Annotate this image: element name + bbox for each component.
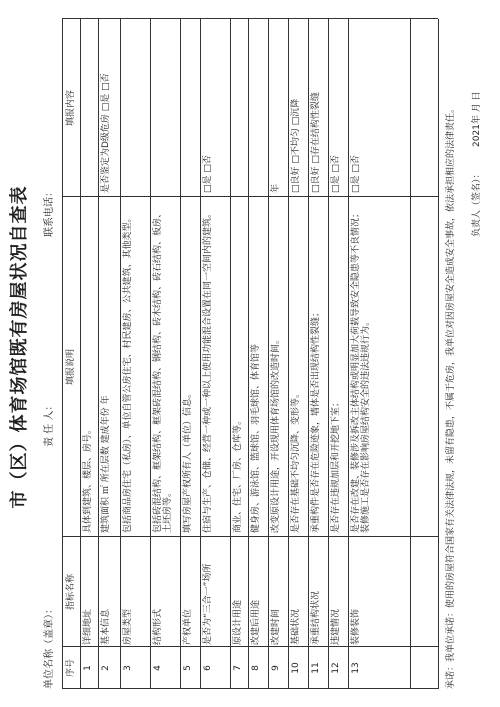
row-content: 是否鉴定为D级危房 □是 □否 bbox=[101, 73, 111, 193]
row-content: □是 □否 bbox=[351, 155, 361, 193]
row-desc: 是否存在改建、装修涉及拆改主体结构或明显加大荷载导致安全隐患等不良情况；装修施工是否存在影响房屋结构安全的违法违规行为。 bbox=[351, 208, 372, 533]
responsible-label: 责 任 人： bbox=[44, 400, 55, 447]
row-number: 7 bbox=[233, 665, 243, 671]
col-name: 指标名称 bbox=[66, 574, 76, 611]
col-content: 填报内容 bbox=[66, 90, 76, 127]
document-title: 市（区）体育场馆既有房屋状况自查表 bbox=[9, 185, 30, 509]
row-name: 产权单位 bbox=[183, 608, 193, 645]
row-number: 3 bbox=[123, 665, 133, 671]
row-divider bbox=[180, 19, 181, 689]
row-name: 基础状况 bbox=[291, 608, 301, 645]
row-desc: 填写房屋产权所有人（单位）信息。 bbox=[183, 388, 193, 533]
row-desc: 是否存在违规加层和开挖地下室； bbox=[331, 397, 341, 533]
row-number: 9 bbox=[271, 665, 281, 671]
col-desc: 填报说明 bbox=[66, 349, 76, 386]
row-name: 房屋类型 bbox=[123, 608, 133, 645]
row-number: 12 bbox=[331, 662, 341, 674]
row-name: 违建情况 bbox=[331, 608, 341, 645]
row-number: 4 bbox=[153, 665, 163, 671]
row-desc: 包括商品房住宅（私房）、单位自管公房住宅、村民建房、公共建筑、其他类型。 bbox=[123, 213, 133, 533]
row-name: 详细地址 bbox=[83, 608, 93, 645]
row-divider bbox=[348, 19, 349, 689]
row-number: 2 bbox=[101, 665, 111, 671]
row-name: 改建时间 bbox=[271, 608, 281, 645]
row-content: □是 □否 bbox=[331, 155, 341, 193]
row-name: 改建后用途 bbox=[251, 599, 261, 645]
row-divider bbox=[98, 19, 99, 689]
row-name: 原设计用途 bbox=[233, 599, 243, 645]
row-desc: 包括砖混结构、框架结构、框架砖混结构、钢结构、砖木结构、砖石结构、板房、土坯房等。 bbox=[153, 208, 174, 533]
row-desc: 改变原设计用途，开设现用体育场馆的改造时间。 bbox=[271, 334, 281, 533]
row-content: □良好 □不均匀 □沉降 bbox=[291, 98, 301, 193]
row-number: 10 bbox=[291, 662, 301, 674]
row-number: 11 bbox=[311, 662, 321, 674]
row-divider bbox=[308, 19, 309, 689]
row-desc: 承重构件是否存在危险迹象，墙体是否出现结构性裂缝； bbox=[311, 307, 321, 533]
row-desc: 健身房、游泳馆、篮球馆、羽毛球馆、体育馆等 bbox=[251, 343, 261, 533]
row-name: 装修装饰 bbox=[351, 608, 361, 645]
commitment-text: 承诺：我单位承诺：使用的房屋符合国家有关法律法规，未留有隐患，不属于危房，我单位对因房屋安全造成安全事故，依法承担相应的法律责任。 bbox=[446, 103, 456, 689]
row-name: 承重结构状况 bbox=[311, 590, 321, 645]
phone-label: 联系电话： bbox=[44, 187, 55, 237]
row-divider bbox=[328, 19, 329, 689]
row-number: 5 bbox=[183, 665, 193, 671]
row-divider bbox=[120, 19, 121, 689]
row-desc: 建筑面积 ㎡ 所在层数 建成年份 年 bbox=[101, 395, 111, 533]
row-content: □是 □否 bbox=[203, 155, 213, 193]
row-content: □良好 □存在结构性裂缝 bbox=[311, 92, 321, 193]
row-number: 1 bbox=[83, 665, 93, 671]
row-name: 基本信息 bbox=[101, 608, 111, 645]
row-divider bbox=[248, 19, 249, 689]
sign-label: 负责人（签名）： bbox=[472, 169, 482, 237]
row-number: 8 bbox=[251, 665, 261, 671]
date-label: 2021年 月 日 bbox=[472, 91, 482, 147]
row-divider bbox=[150, 19, 151, 689]
row-divider bbox=[200, 19, 201, 689]
row-number: 13 bbox=[351, 662, 361, 674]
row-content: 年 bbox=[271, 183, 281, 193]
row-name: 结构形式 bbox=[153, 608, 163, 645]
row-desc: 是否存在基础不均匀沉降、变形等。 bbox=[291, 388, 301, 533]
row-divider bbox=[288, 19, 289, 689]
row-desc: 具体到建筑、楼层、房号。 bbox=[83, 424, 93, 533]
row-divider bbox=[410, 19, 411, 689]
row-divider bbox=[268, 19, 269, 689]
row-divider bbox=[230, 19, 231, 689]
row-desc: 商业、住宅、厂房、仓库等。 bbox=[233, 415, 243, 533]
col-no: 序号 bbox=[66, 659, 76, 678]
row-name: 是否为“三合一”场所 bbox=[203, 563, 213, 645]
row-desc: 住宿与生产、仓储、经营一种或一种以上使用功能混合设置在同一空间内的建筑。 bbox=[203, 208, 213, 533]
org-label: 单位名称（盖章）： bbox=[44, 604, 55, 689]
row-number: 6 bbox=[203, 665, 213, 671]
